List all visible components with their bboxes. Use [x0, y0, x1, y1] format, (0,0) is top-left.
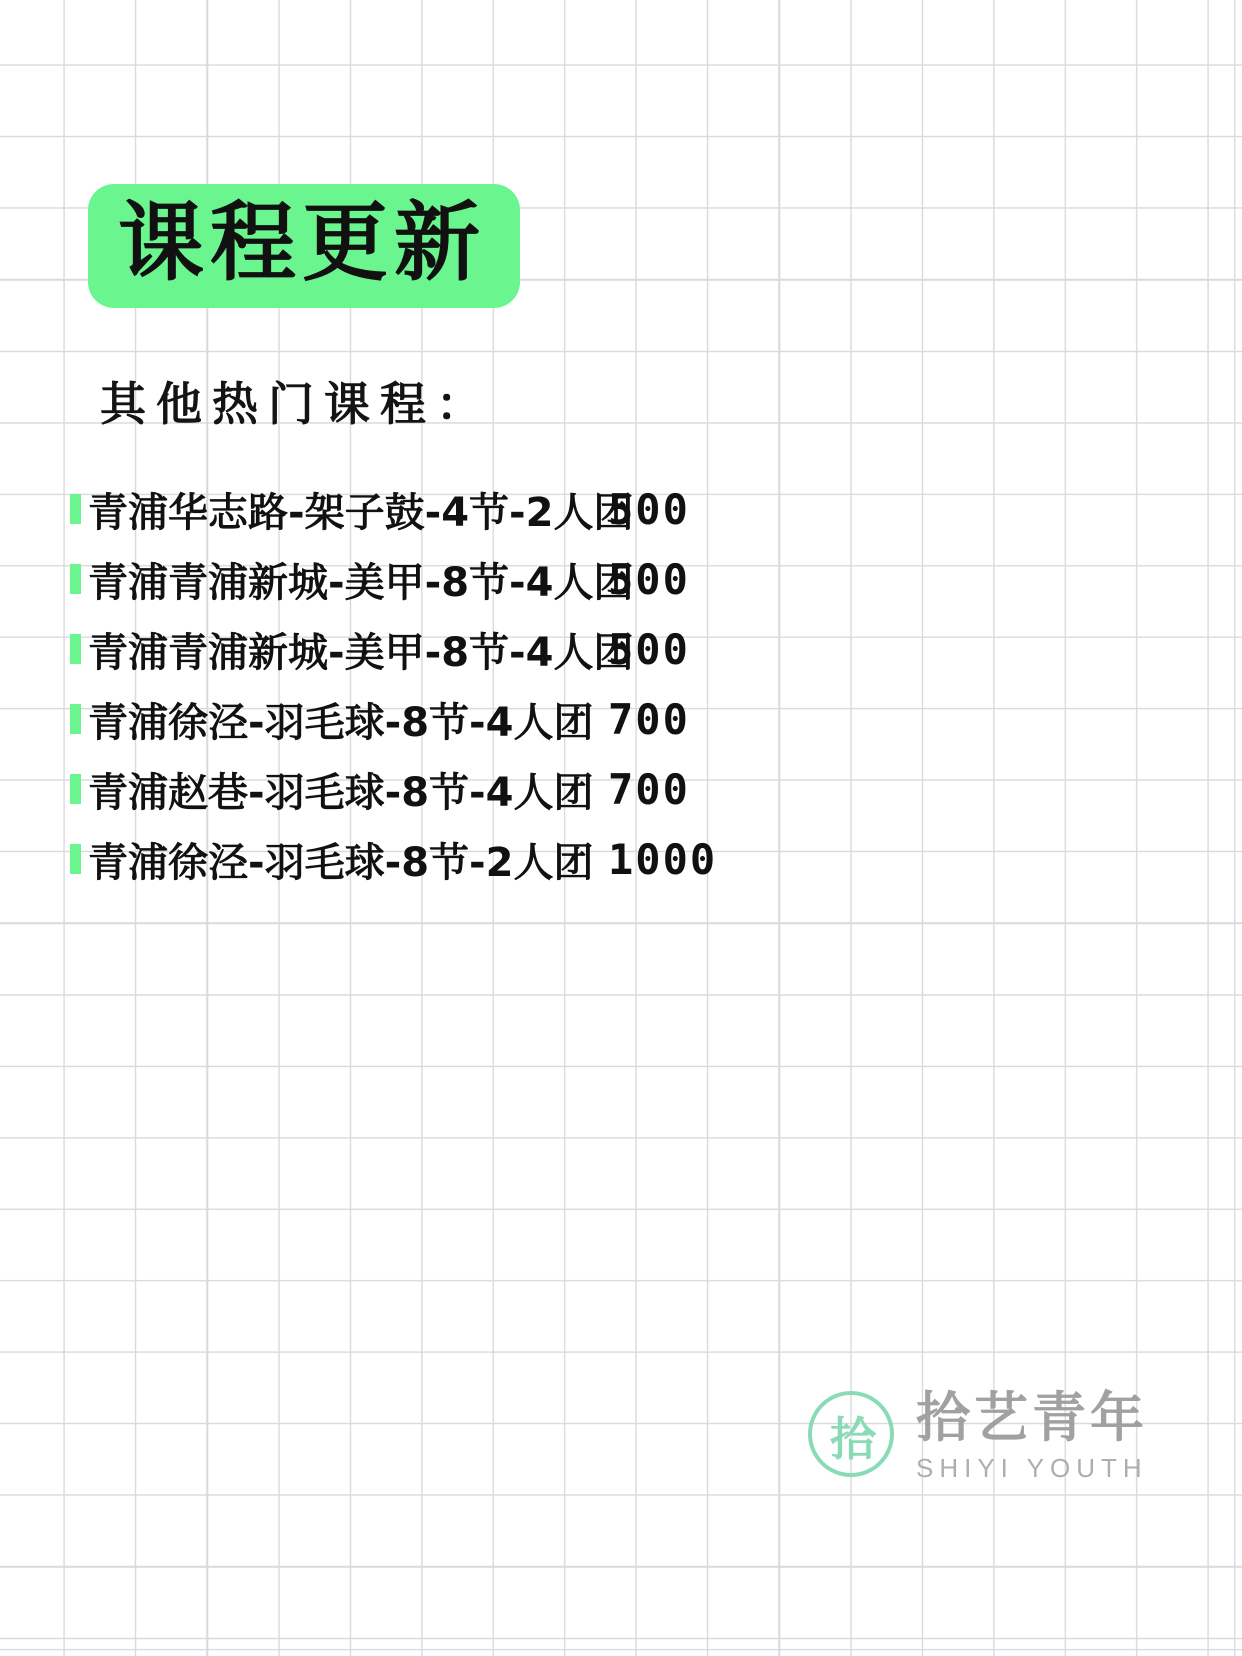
course-price: 500: [608, 624, 690, 674]
course-name: 青浦徐泾-羽毛球-8节-4人团: [88, 699, 594, 746]
list-item: [70, 754, 1070, 824]
course-name: 青浦徐泾-羽毛球-8节-2人团: [88, 839, 594, 886]
watermark: [808, 1386, 1148, 1484]
course-price: 700: [608, 694, 690, 744]
list-item: [70, 684, 1070, 754]
course-price: 700: [608, 764, 690, 814]
page-title: 课程更新: [118, 193, 486, 293]
list-item: [70, 824, 1070, 894]
brand-name-cn: 拾艺青年: [916, 1386, 1148, 1449]
watermark-text: [916, 1386, 1148, 1484]
page-title-badge: [88, 184, 520, 308]
course-list: [70, 474, 1070, 894]
logo-glyph: 拾: [830, 1411, 876, 1466]
course-price: 500: [608, 484, 690, 534]
bullet-icon: [70, 494, 81, 524]
brand-name-en: SHIYI YOUTH: [916, 1452, 1148, 1483]
bullet-icon: [70, 564, 81, 594]
bullet-icon: [70, 844, 81, 874]
course-name: 青浦青浦新城-美甲-8节-4人团: [88, 559, 634, 606]
course-name: 青浦华志路-架子鼓-4节-2人团: [88, 489, 634, 536]
brand-logo-icon: [808, 1391, 900, 1483]
course-name: 青浦青浦新城-美甲-8节-4人团: [88, 629, 634, 676]
list-item: [70, 474, 1070, 544]
section-heading: 其他热门课程：: [100, 377, 492, 431]
bullet-icon: [70, 634, 81, 664]
course-name: 青浦赵巷-羽毛球-8节-4人团: [88, 769, 594, 816]
bullet-icon: [70, 704, 81, 734]
course-price: 500: [608, 554, 690, 604]
bullet-icon: [70, 774, 81, 804]
list-item: [70, 544, 1070, 614]
course-price: 1000: [608, 834, 718, 884]
list-item: [70, 614, 1070, 684]
